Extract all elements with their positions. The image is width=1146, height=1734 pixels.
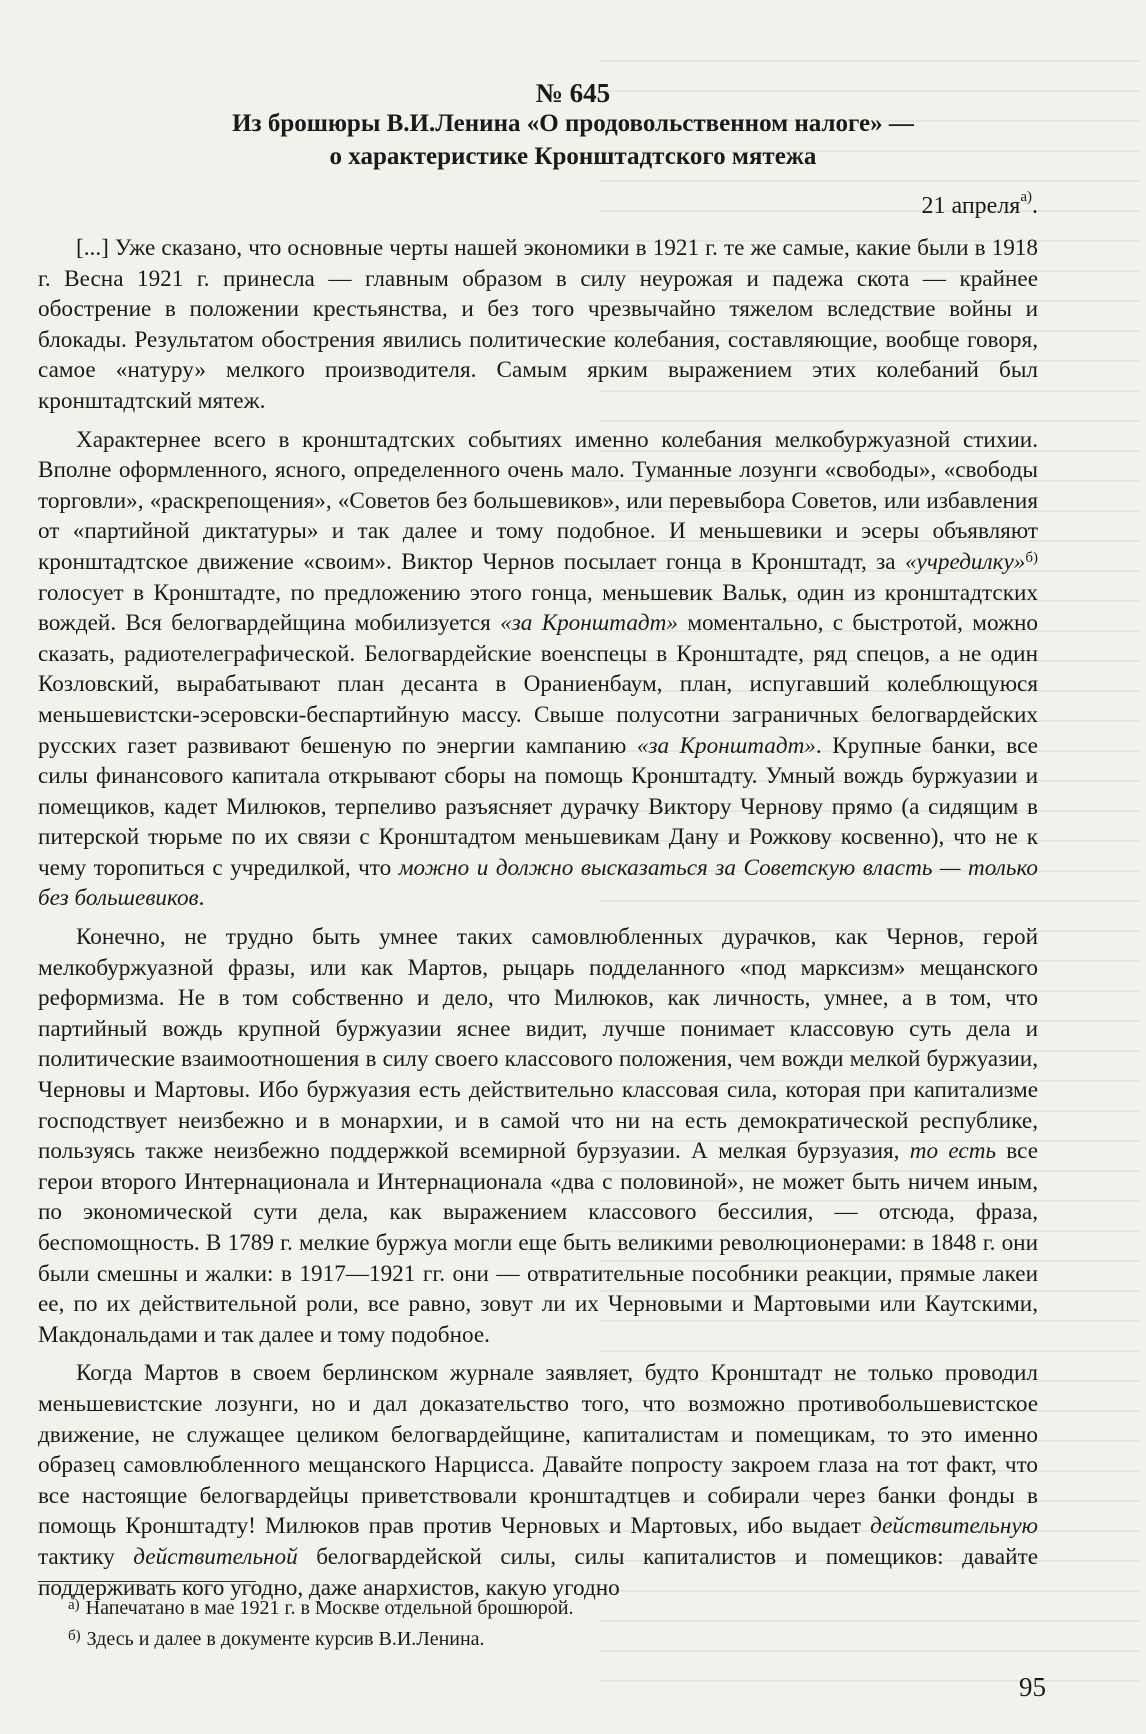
paragraph-1: [...] Уже сказано, что основные черты нашей экономики в 1921 г. те же самые, какие были в 1918 г. Весна 1921 г. принесла — главным образом в силу неурожая и падежа скота — крайнее обострение в положении крестьянства, и без того чрезвычайно тяжелом вследствие войны и блокады. Результатом обострения явились политические колебания, составляющие, вообще говоря, самое «натуру» мелкого производителя. Самым ярким выражением этих колебаний был кронштадтский мятеж.	[38, 235, 1038, 414]
p4-text-a: Когда Мартов в своем берлинском журнале заявляет, будто Кронштадт не только проводил меньшевистские лозунги, но и дал доказательство того, что возможно противобольшевистское движение, не служащее целиком белогвардейщине, капиталистам и помещикам, то это именно образец самовлюбленного мещанского Нарцисса. Давайте попросту закроем глаза на тот факт, что все настоящие белогвардейцы приветствовали кронштадтцев и собирали через банки фонды в помощь Кронштадту! Милюков прав против Черновых и Мартовых, ибо выдает	[38, 1360, 1038, 1540]
p4-text-c: белогвардейской силы, силы капиталистов и помещиков: давайте поддерживать кого угодно, даже анархистов, какую угодно	[38, 1543, 1038, 1601]
p3-text-b: все герои второго Интернационала и Интернационала «два с половиной», не может быть ничем иным, по экономической сути дела, как выражением классового бессилия, — отсюда, фраза, беспомощность. В 1789 г. мелкие буржуа могли еще быть великими революционерами: в 1848 г. они были смешны и жалки: в 1917—1921 гг. они — отвратительные пособники реакции, прямые лакеи ее, по их действительной роли, все равно, зовут ли их Черновыми и Мартовыми или Каутскими, Макдональдами и так далее и тому подобное.	[38, 1138, 1038, 1348]
document-number: № 645	[535, 78, 611, 108]
p2-text-d: . Крупные банки, все силы финансового капитала открывают сборы на помощь Кронштадту. Умный вождь буржуазии и помещиков, кадет Милюков, терпеливо разъясняет дурачку Виктору Чернову прямо (а сидящим в питерской тюрьме по их связи с Кронштадтом меньшевикам Дану и Рожкову косвенно), что не к чему торопиться с учредилкой, что	[38, 732, 1038, 881]
footnote-b-mark: б)	[68, 1628, 81, 1644]
footnote-a-text: Напечатано в мае 1921 г. в Москве отдельной брошюрой.	[85, 1597, 574, 1619]
p2-italic-1: «учредилку»	[904, 548, 1026, 575]
footnote-divider	[38, 1581, 256, 1582]
paragraph-2	[38, 425, 1038, 915]
document-title-line-2: о характеристике Кронштадтского мятежа	[329, 143, 817, 170]
footnote-a-mark: а)	[68, 1597, 80, 1613]
p2-italic-3: «за Кронштадт»	[636, 732, 816, 759]
p2-italic-2: «за Кронштадт»	[500, 610, 678, 637]
document-body	[38, 233, 1038, 1611]
p2-text-b: голосует в Кронштадте, по предложению этого гонца, меньшевик Вальк, один из кронштадтских вождей. Вся белогвардейщина мобилизуется	[38, 579, 1038, 637]
p2-footnote-mark: б)	[1025, 549, 1038, 566]
p2-text-a: Характернее всего в кронштадтских событиях именно колебания мелкобуржуазной стихии. Вполне оформленного, ясного, определенного очень мало. Туманные лозунги «свободы», «свободы торговли», «раскрепощения», «Советов без большевиков», или перевыбора Советов, или избавления от «партийной диктатуры» и так далее и тому подобное. И меньшевики и эсеры объявляют кронштадтское движение «своим». Виктор Чернов посылает гонца в Кронштадт, за	[38, 426, 1038, 575]
date-footnote-mark: а)	[1020, 189, 1032, 205]
p4-italic-2: действительной	[133, 1543, 298, 1570]
footnote-b-text: Здесь и далее в документе курсив В.И.Ленина.	[86, 1628, 485, 1650]
p3-text-a: Конечно, не трудно быть умнее таких самовлюбленных дурачков, как Чернов, герой мелкобуржуазной фразы, или как Мартов, рыцарь подделанного «под марксизм» мещанского реформизма. Не в том собственно и дело, что Милюков, как личность, умнее, а в том, что партийный вождь крупной буржуазии яснее видит, лучше понимает классовую суть дела и политические взаимоотношения в силу своего классового положения, чем вожди мелкой буржуазии, Черновы и Мартовы. Ибо буржуазия есть действительно классовая сила, которая при капитализме господствует неизбежно и в монархии, и в самой что ни на есть демократической республике, пользуясь также неизбежно поддержкой всемирной бурзуазии. А мелкая бурзуазия,	[38, 924, 1038, 1165]
p4-text-b: тактику	[38, 1543, 134, 1570]
paragraph-4	[38, 1358, 1038, 1603]
p2-text-e: .	[198, 885, 205, 912]
footnote-b	[68, 1628, 485, 1651]
p2-text-c: моментально, с быстротой, можно сказать, радиотелеграфической. Белогвардейские военспецы в Кронштадте, ряд спецов, а не один Козловский, вырабатывают план десанта в Ораниенбаум, план, испугавший колеблющуюся меньшевистски-эсеровски-беспартийную массу. Свыше полусотни заграничных белогвардейских русских газет развивают бешеную по энергии кампанию	[38, 610, 1038, 759]
footnote-a	[68, 1597, 573, 1620]
p2-italic-4: можно и должно высказаться за Советскую власть — только без большевиков	[38, 854, 1039, 912]
document-title-line-1: Из брошюры В.И.Ленина «О продовольственном налоге» —	[232, 110, 914, 137]
page-number: 95	[1019, 1672, 1046, 1702]
paragraph-3	[38, 922, 1038, 1350]
date-text: 21 апреля	[921, 193, 1021, 219]
p4-italic-1: действительную	[870, 1513, 1038, 1540]
document-date: 21 апреля$^{а)}$.	[921, 189, 1038, 219]
p3-italic-1: то есть	[909, 1138, 996, 1165]
